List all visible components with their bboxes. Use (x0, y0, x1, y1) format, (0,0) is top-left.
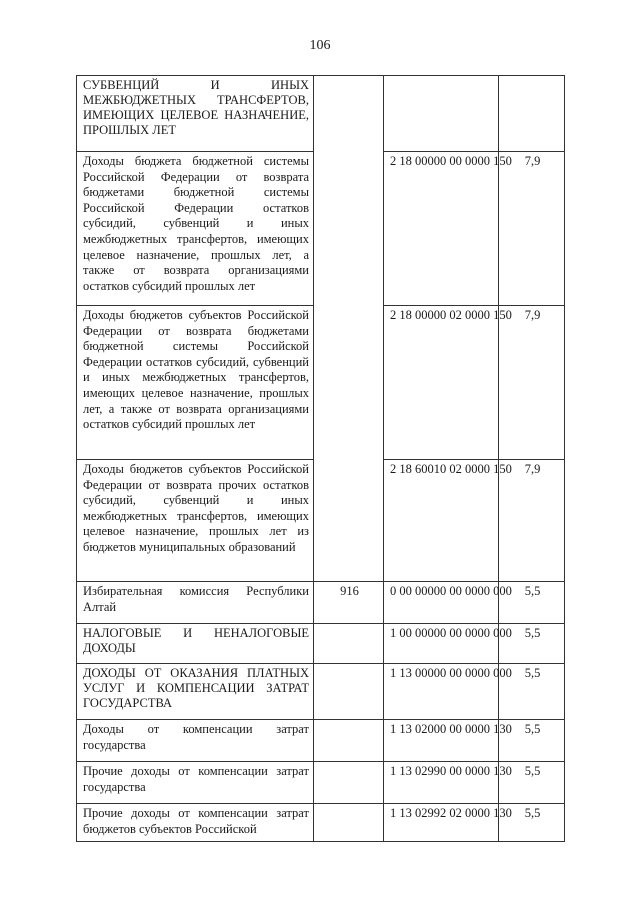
admin-code: 916 (314, 582, 384, 624)
amount: 7,9 (499, 460, 565, 582)
amount: 5,5 (499, 664, 565, 720)
classification-code: 0 00 00000 00 0000 000 (384, 582, 499, 624)
amount: 7,9 (499, 152, 565, 306)
amount: 5,5 (499, 762, 565, 804)
table-row (77, 762, 565, 804)
classification-code (384, 76, 499, 152)
income-name: Прочие доходы от компенсации затрат бюджетов субъектов Российской (77, 804, 314, 842)
table-row (77, 720, 565, 762)
classification-code: 1 13 00000 00 0000 000 (384, 664, 499, 720)
classification-code: 1 13 02992 02 0000 130 (384, 804, 499, 842)
classification-code: 2 18 60010 02 0000 150 (384, 460, 499, 582)
amount: 5,5 (499, 624, 565, 664)
table-row (77, 664, 565, 720)
admin-code (314, 664, 384, 720)
amount (499, 76, 565, 152)
income-name: Доходы бюджета бюджетной системы Российской Федерации от возврата бюджетами бюджетной системы Российской Федерации остатков субсидий, субвенций и иных межбюджетных трансфертов, имеющих целевое назначение, прошлых лет, а также от возврата организациями остатков субсидий прошлых лет (77, 152, 314, 306)
table-row (77, 306, 565, 460)
table-row (77, 804, 565, 842)
admin-code (314, 804, 384, 842)
budget-table (76, 75, 565, 842)
amount: 7,9 (499, 306, 565, 460)
admin-code (314, 306, 384, 460)
amount: 5,5 (499, 804, 565, 842)
admin-code (314, 762, 384, 804)
income-name: Избирательная комиссия Республики Алтай (77, 582, 314, 624)
table-row (77, 152, 565, 306)
income-name: Прочие доходы от компенсации затрат государства (77, 762, 314, 804)
admin-code (314, 624, 384, 664)
amount: 5,5 (499, 582, 565, 624)
admin-code (314, 152, 384, 306)
income-name: НАЛОГОВЫЕ И НЕНАЛОГОВЫЕ ДОХОДЫ (77, 624, 314, 664)
income-name: Доходы бюджетов субъектов Российской Федерации от возврата бюджетами бюджетной системы Российской Федерации остатков субсидий, субвенций и иных межбюджетных трансфертов, имеющих целевое назначение, прошлых лет, а также от возврата организациями остатков субсидий прошлых лет (77, 306, 314, 460)
admin-code (314, 76, 384, 152)
income-name: Доходы от компенсации затрат государства (77, 720, 314, 762)
classification-code: 1 13 02000 00 0000 130 (384, 720, 499, 762)
classification-code: 1 13 02990 00 0000 130 (384, 762, 499, 804)
income-name: ДОХОДЫ ОТ ОКАЗАНИЯ ПЛАТНЫХ УСЛУГ И КОМПЕНСАЦИИ ЗАТРАТ ГОСУДАРСТВА (77, 664, 314, 720)
classification-code: 1 00 00000 00 0000 000 (384, 624, 499, 664)
classification-code: 2 18 00000 00 0000 150 (384, 152, 499, 306)
admin-code (314, 460, 384, 582)
table-row (77, 624, 565, 664)
amount: 5,5 (499, 720, 565, 762)
table-row (77, 582, 565, 624)
income-name: Доходы бюджетов субъектов Российской Федерации от возврата прочих остатков субсидий, субвенций и иных межбюджетных трансфертов, имеющих целевое назначение, прошлых лет из бюджетов муниципальных образований (77, 460, 314, 582)
page-number: 106 (309, 38, 331, 53)
admin-code (314, 720, 384, 762)
classification-code: 2 18 00000 02 0000 150 (384, 306, 499, 460)
table-row (77, 460, 565, 582)
income-name: СУБВЕНЦИЙ И ИНЫХ МЕЖБЮДЖЕТНЫХ ТРАНСФЕРТОВ, ИМЕЮЩИХ ЦЕЛЕВОЕ НАЗНАЧЕНИЕ, ПРОШЛЫХ ЛЕТ (77, 76, 314, 152)
table-row (77, 76, 565, 152)
